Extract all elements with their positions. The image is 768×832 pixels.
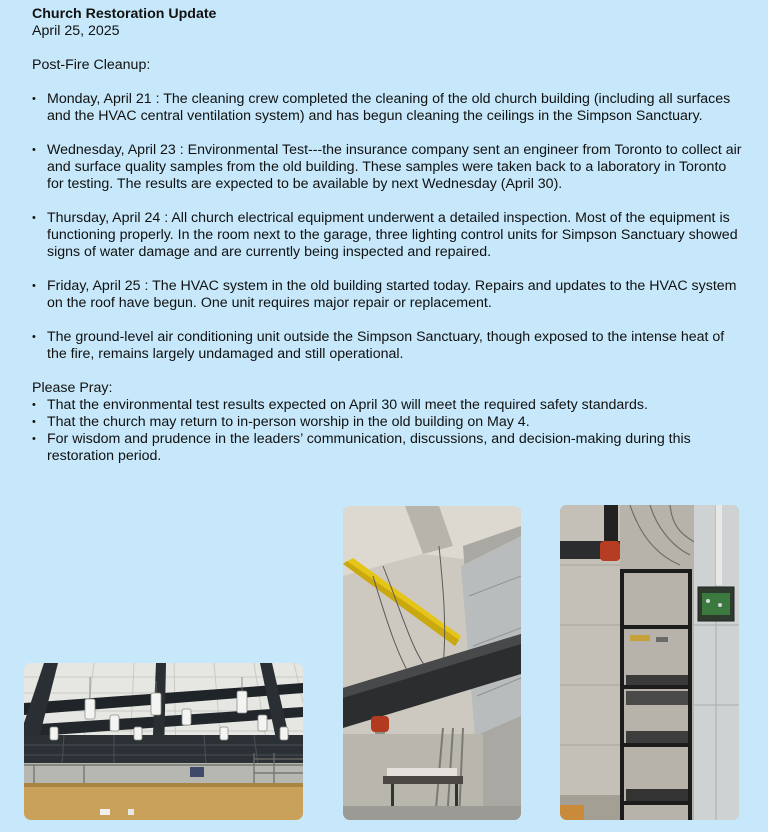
post-fire-heading: Post-Fire Cleanup: <box>32 57 151 73</box>
list-item: • That the church may return to in-person worship in the old building on May 4. <box>32 414 742 431</box>
list-item: • For wisdom and prudence in the leaders’ communication, discussions, and decision-making during this restoration period. <box>32 431 742 465</box>
page-date: April 25, 2025 <box>32 23 120 39</box>
post-fire-list <box>32 91 742 363</box>
prayer-list <box>32 397 742 465</box>
list-item: • Monday, April 21 : The cleaning crew completed the cleaning of the old church building (including all surfaces and the HVAC central ventilation system) and has begun cleaning the ceilings in the Simpson Sanctuary. <box>32 91 742 125</box>
list-item: • That the environmental test results expected on April 30 will meet the required safety standards. <box>32 397 742 414</box>
list-item: • Friday, April 25 : The HVAC system in the old building started today. Repairs and updates to the HVAC system on the roof have begun. One unit requires major repair or replacement. <box>32 278 742 312</box>
equipment-rack-photo <box>560 505 739 820</box>
list-item: • Thursday, April 24 : All church electrical equipment underwent a detailed inspection. Most of the equipment is functioning properly. In the room next to the garage, three lighting control units for Simpson Sanctuary showed signs of water damage and are currently being inspected and repaired. <box>32 210 742 261</box>
ductwork-photo <box>343 506 521 820</box>
list-item: • The ground-level air conditioning unit outside the Simpson Sanctuary, though exposed to the intense heat of the fire, remains largely undamaged and still operational. <box>32 329 742 363</box>
newsletter-body <box>32 6 742 465</box>
page-title: Church Restoration Update <box>32 6 217 22</box>
list-item: • Wednesday, April 23 : Environmental Test---the insurance company sent an engineer from Toronto to collect air and surface quality samples from the old building. These samples were taken back to a laboratory in Toronto for testing. The results are expected to be available by next Wednesday (April 30). <box>32 142 742 193</box>
prayer-heading: Please Pray: <box>32 380 113 396</box>
sanctuary-ceiling-photo <box>24 663 303 820</box>
